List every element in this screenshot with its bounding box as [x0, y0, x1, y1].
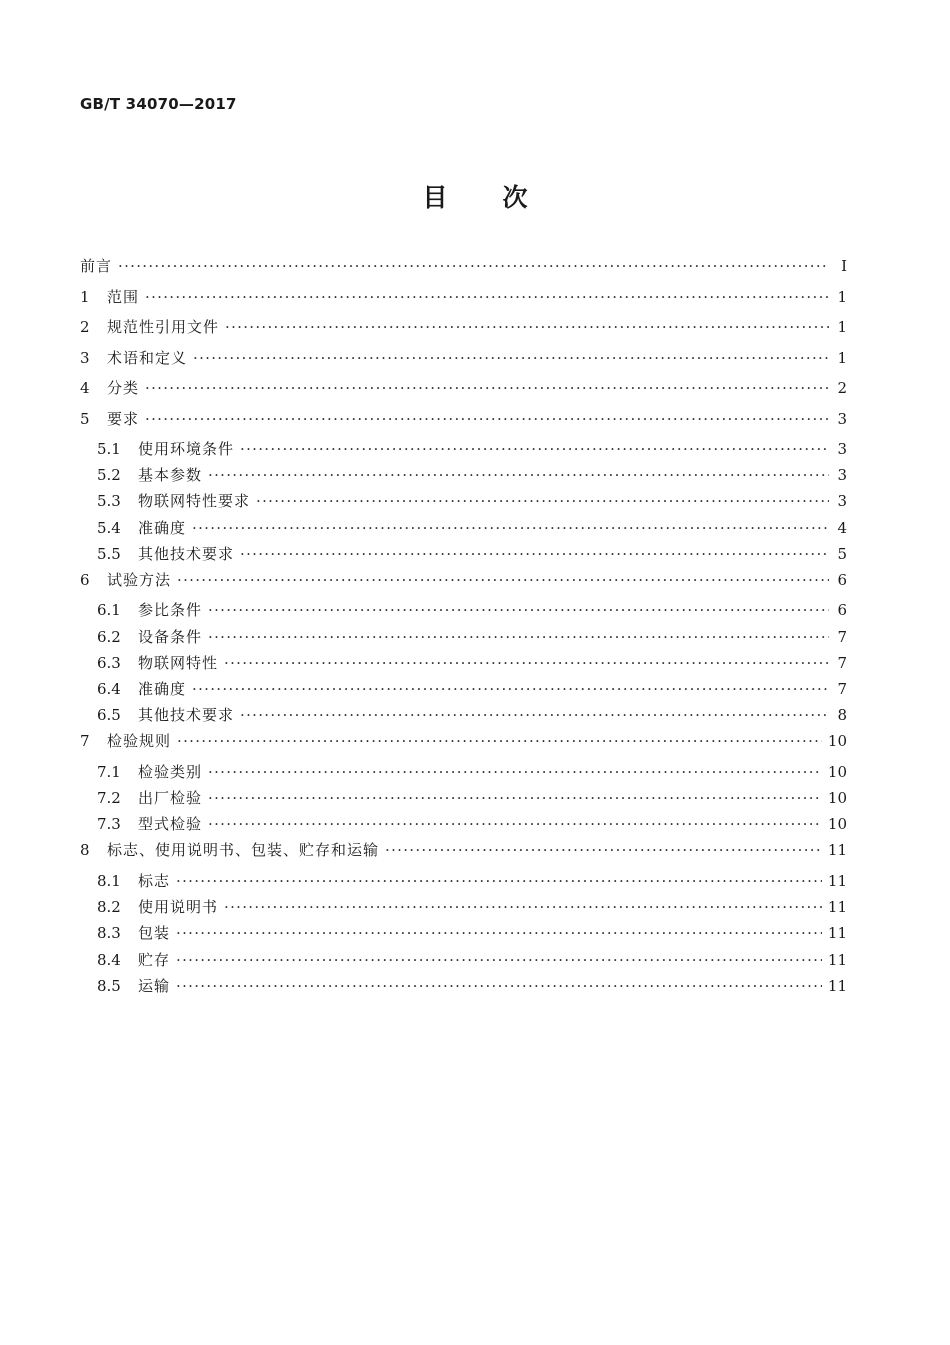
toc-leader-dots: [176, 924, 822, 942]
toc-entry-number: 6.4: [97, 680, 121, 698]
toc-entry-label: 使用说明书: [138, 898, 219, 917]
toc-leader-dots: [145, 410, 829, 428]
toc-leader-dots: [145, 288, 829, 306]
toc-entry-number: 7: [80, 732, 90, 751]
toc-entry[interactable]: [80, 977, 847, 1003]
toc-leader-dots: [208, 789, 822, 807]
title-char-1: 目: [422, 183, 448, 212]
toc-entry-label: 使用环境条件: [138, 440, 235, 458]
toc-entry[interactable]: [80, 924, 847, 950]
toc-entry-page: 5: [837, 544, 847, 563]
toc-entry-label: 前言: [80, 257, 113, 275]
toc-entry-label: 检验类别: [138, 762, 203, 781]
toc-entry[interactable]: [80, 440, 847, 466]
toc-entry-page: 6: [837, 570, 847, 589]
toc-entry-number: 3: [80, 348, 90, 367]
toc-entry[interactable]: [80, 654, 847, 680]
toc-entry[interactable]: [80, 349, 847, 380]
toc-entry-page: 1: [837, 287, 847, 306]
toc-leader-dots: [240, 545, 829, 563]
toc-leader-dots: [176, 872, 822, 890]
toc-entry-page: 11: [827, 841, 847, 860]
toc-entry[interactable]: [80, 732, 847, 763]
toc-entry-page: 11: [827, 950, 847, 969]
toc-entry-number: 1: [80, 287, 90, 306]
toc-entry-page: 7: [837, 653, 847, 672]
toc-entry-label: 标志: [138, 871, 171, 890]
toc-entry-page: 10: [827, 789, 847, 808]
page-title: [0, 178, 950, 214]
toc-leader-dots: [385, 841, 822, 859]
toc-entry-number: 8.1: [97, 871, 121, 890]
toc-entry-page: 11: [827, 976, 847, 995]
toc-entry-number: 8: [80, 841, 90, 860]
toc-entry-page: 4: [837, 518, 847, 537]
toc-entry[interactable]: [80, 519, 847, 545]
toc-entry-label: 包装: [138, 924, 171, 943]
toc-leader-dots: [177, 571, 829, 589]
toc-entry[interactable]: [80, 257, 847, 288]
toc-entry[interactable]: [80, 951, 847, 977]
toc-entry[interactable]: [80, 898, 847, 924]
toc-entry-page: 7: [837, 680, 847, 698]
toc-leader-dots: [240, 440, 829, 458]
toc-entry[interactable]: [80, 318, 847, 349]
toc-entry-label: 型式检验: [138, 815, 203, 834]
toc-entry-page: 10: [827, 815, 847, 834]
toc-entry-number: 4: [80, 379, 90, 397]
toc-entry-number: 5.3: [97, 492, 121, 511]
toc-leader-dots: [224, 898, 822, 916]
toc-leader-dots: [208, 763, 822, 781]
toc-entry-page: 10: [827, 732, 847, 751]
toc-entry-label: 基本参数: [138, 466, 203, 485]
toc-entry-label: 物联网特性要求: [138, 492, 251, 511]
toc-entry-label: 物联网特性: [138, 653, 219, 672]
toc-entry-page: 6: [837, 601, 847, 620]
toc-entry-number: 5: [80, 409, 90, 428]
toc-leader-dots: [118, 257, 829, 275]
toc-entry-page: 11: [827, 924, 847, 943]
toc-entry[interactable]: [80, 492, 847, 518]
toc-entry-page: Ⅰ: [841, 257, 847, 275]
toc-leader-dots: [208, 815, 822, 833]
toc-entry-label: 标志、使用说明书、包装、贮存和运输: [107, 841, 380, 860]
toc-entry-number: 5.4: [97, 518, 121, 537]
toc-entry-page: 1: [837, 348, 847, 367]
toc-entry-label: 设备条件: [138, 627, 203, 646]
toc-entry-number: 5.2: [97, 466, 121, 485]
toc-entry-page: 3: [837, 466, 847, 485]
toc-entry[interactable]: [80, 379, 847, 410]
toc-entry-number: 8.3: [97, 924, 121, 943]
toc-leader-dots: [208, 466, 829, 484]
toc-entry[interactable]: [80, 872, 847, 898]
toc-entry-number: 7.2: [97, 789, 121, 808]
toc-entry-page: 7: [837, 627, 847, 646]
toc-entry-label: 参比条件: [138, 601, 203, 620]
toc-leader-dots: [208, 601, 829, 619]
toc-entry[interactable]: [80, 571, 847, 602]
toc-entry-page: 3: [837, 492, 847, 511]
toc-entry-page: 11: [827, 898, 847, 917]
toc-leader-dots: [208, 628, 829, 646]
toc-entry[interactable]: [80, 763, 847, 789]
toc-entry-number: 7.1: [97, 762, 121, 781]
toc-leader-dots: [193, 349, 829, 367]
toc-entry[interactable]: [80, 815, 847, 841]
toc-entry-number: 8.2: [97, 898, 121, 917]
toc-entry[interactable]: [80, 680, 847, 706]
toc-entry-label: 其他技术要求: [138, 706, 235, 725]
toc-entry[interactable]: [80, 545, 847, 571]
toc-entry-label: 准确度: [138, 518, 187, 537]
toc-entry-page: 3: [837, 440, 847, 458]
toc-leader-dots: [225, 318, 829, 336]
toc-entry-number: 5.5: [97, 544, 121, 563]
toc-entry[interactable]: [80, 410, 847, 441]
toc-entry-label: 准确度: [138, 680, 187, 698]
toc-entry-page: 10: [827, 762, 847, 781]
table-of-contents: [80, 257, 847, 1003]
toc-entry-number: 6.5: [97, 706, 121, 725]
toc-entry-page: 1: [837, 318, 847, 336]
toc-entry-number: 6.3: [97, 653, 121, 672]
toc-entry-label: 运输: [138, 976, 171, 995]
toc-entry-label: 出厂检验: [138, 789, 203, 808]
toc-leader-dots: [176, 951, 822, 969]
toc-entry[interactable]: [80, 628, 847, 654]
toc-entry[interactable]: [80, 789, 847, 815]
toc-entry-number: 6.1: [97, 601, 121, 620]
toc-entry-number: 5.1: [97, 440, 121, 458]
toc-leader-dots: [176, 977, 822, 995]
toc-entry-label: 分类: [107, 379, 140, 397]
toc-entry-number: 8.4: [97, 950, 121, 969]
toc-leader-dots: [240, 706, 829, 724]
toc-entry[interactable]: [80, 841, 847, 872]
toc-entry[interactable]: [80, 601, 847, 627]
toc-entry-label: 贮存: [138, 950, 171, 969]
toc-leader-dots: [145, 379, 829, 397]
toc-leader-dots: [192, 680, 829, 698]
toc-entry-page: 2: [837, 379, 847, 397]
toc-entry[interactable]: [80, 466, 847, 492]
toc-entry-page: 11: [827, 871, 847, 890]
toc-leader-dots: [177, 732, 822, 750]
toc-entry-page: 3: [837, 409, 847, 428]
standard-number: GB/T 34070—2017: [80, 95, 237, 113]
toc-leader-dots: [192, 519, 829, 537]
toc-entry-label: 范围: [107, 287, 140, 306]
toc-entry-label: 要求: [107, 409, 140, 428]
toc-entry-label: 规范性引用文件: [107, 318, 220, 336]
toc-entry-label: 检验规则: [107, 732, 172, 751]
toc-entry-number: 8.5: [97, 976, 121, 995]
toc-entry-number: 2: [80, 318, 90, 336]
toc-entry-label: 其他技术要求: [138, 544, 235, 563]
toc-entry-label: 试验方法: [107, 570, 172, 589]
toc-entry[interactable]: [80, 706, 847, 732]
toc-entry-label: 术语和定义: [107, 348, 188, 367]
toc-leader-dots: [224, 654, 829, 672]
toc-entry-page: 8: [837, 706, 847, 725]
toc-entry[interactable]: [80, 288, 847, 319]
toc-entry-number: 6: [80, 570, 90, 589]
toc-entry-number: 7.3: [97, 815, 121, 834]
toc-leader-dots: [256, 492, 829, 510]
title-char-2: 次: [502, 183, 528, 212]
toc-entry-number: 6.2: [97, 627, 121, 646]
